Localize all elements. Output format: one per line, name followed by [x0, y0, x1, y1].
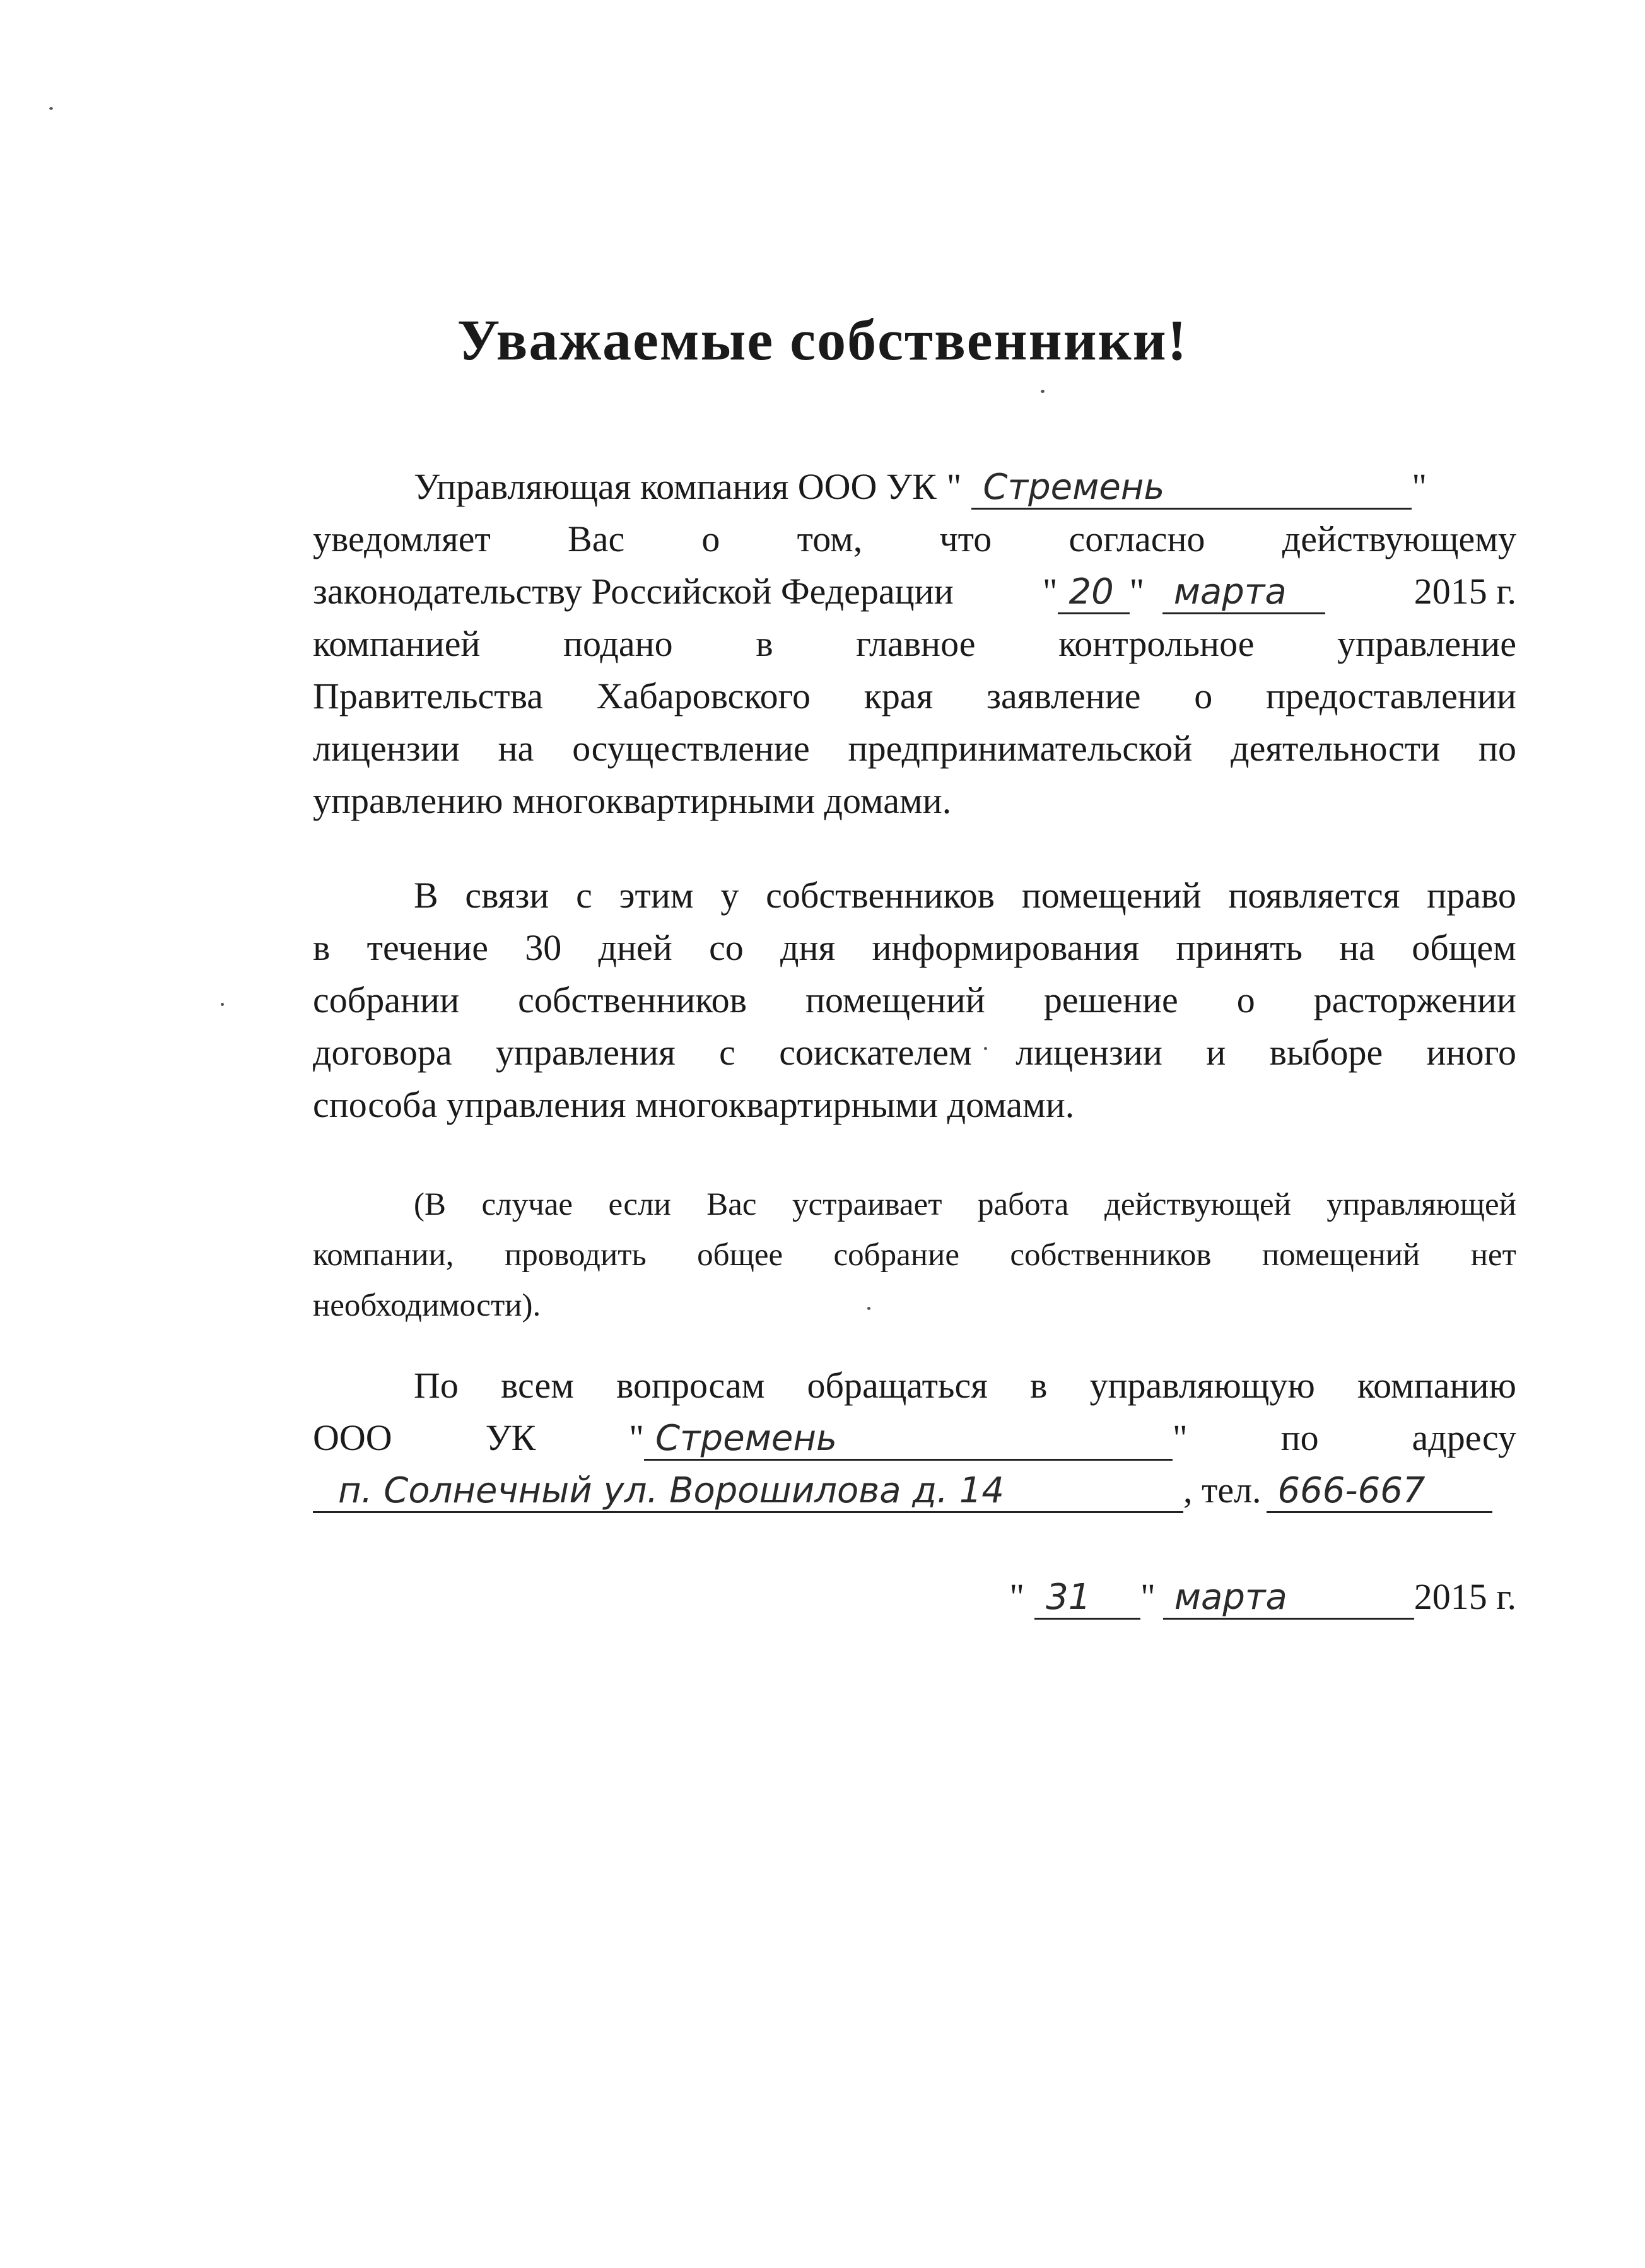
word: с: [719, 1032, 735, 1073]
paragraph-contacts: [313, 1359, 1516, 1516]
para2-line2: [313, 921, 1516, 974]
date-year: 2015 г.: [1414, 571, 1516, 612]
word: осуществление: [572, 728, 810, 769]
word: помещений: [1021, 875, 1202, 916]
word: подано: [563, 623, 673, 664]
word: дня: [780, 927, 836, 968]
word: собрании: [313, 979, 460, 1020]
word: устраивает: [792, 1187, 942, 1222]
word: главное: [856, 623, 976, 664]
date-month-handwritten: марта: [1162, 572, 1325, 614]
word: Вас: [568, 518, 625, 559]
word: уведомляет: [313, 518, 491, 559]
word: управление: [1337, 623, 1516, 664]
para2-line3: [313, 974, 1516, 1026]
para1-line3: [313, 565, 1516, 617]
quote-open: ": [946, 466, 962, 507]
para4-line1: [313, 1359, 1516, 1412]
word: у: [720, 875, 739, 916]
word: решение: [1043, 979, 1178, 1020]
word: адресу: [1412, 1417, 1516, 1458]
word: появляется: [1228, 875, 1400, 916]
word: выборе: [1269, 1032, 1383, 1073]
word: собственников: [1010, 1237, 1212, 1273]
word: управления: [495, 1032, 676, 1073]
word: том,: [797, 518, 863, 559]
scan-speck: [867, 1307, 870, 1310]
word: лицензии: [1016, 1032, 1162, 1073]
word: края: [863, 675, 934, 716]
paragraph-license-notice: [313, 460, 1516, 827]
word: общем: [1412, 927, 1516, 968]
word: договора: [313, 1032, 452, 1073]
word: предоставлении: [1266, 675, 1516, 716]
word: Хабаровского: [596, 675, 811, 716]
word: всем: [500, 1365, 574, 1406]
word: нет: [1470, 1237, 1516, 1273]
para1-line4: [313, 617, 1516, 670]
word: управляющей: [1326, 1187, 1516, 1222]
word: действующей: [1104, 1187, 1291, 1222]
word: В: [414, 875, 438, 916]
word: соискателем: [779, 1032, 972, 1073]
para1-line5: [313, 670, 1516, 722]
word: о: [701, 518, 720, 559]
word: компанией: [313, 623, 481, 664]
date-day-handwritten: 31: [1034, 1577, 1140, 1620]
word: Правительства: [313, 675, 543, 716]
word: обращаться: [807, 1365, 988, 1406]
para1-line2: [313, 513, 1516, 565]
text: законодательству Российской Федерации: [313, 571, 954, 612]
word: дней: [598, 927, 672, 968]
word: согласно: [1068, 518, 1205, 559]
quote-close: ": [1412, 466, 1427, 507]
para1-line7: [313, 775, 1516, 827]
word: общее: [697, 1237, 783, 1273]
word: компанию: [1357, 1365, 1516, 1406]
word: вопросам: [616, 1365, 765, 1406]
word: заявление: [986, 675, 1141, 716]
word: помещений: [1262, 1237, 1420, 1273]
para3-line2: [313, 1230, 1516, 1280]
date-year: 2015 г.: [1414, 1576, 1516, 1617]
word: компании,: [313, 1237, 454, 1273]
company-name-field: " Стремень ": [629, 1412, 1187, 1464]
scan-speck: [1041, 390, 1045, 393]
word: на: [498, 728, 534, 769]
text: необходимости).: [313, 1288, 541, 1323]
date-filled: " 20 " марта: [1043, 565, 1325, 617]
para3-line1: [313, 1179, 1516, 1230]
word: в: [756, 623, 773, 664]
word: течение: [366, 927, 489, 968]
word: контрольное: [1058, 623, 1255, 664]
para2-line4: [313, 1026, 1516, 1078]
text: управлению многоквартирными домами.: [313, 780, 952, 821]
word: если: [608, 1187, 671, 1222]
word: право: [1427, 875, 1516, 916]
phone-handwritten: 666-667: [1267, 1471, 1492, 1513]
word: ООО: [313, 1417, 392, 1458]
word: работа: [977, 1187, 1069, 1222]
para2-line1: [313, 869, 1516, 921]
word: на: [1339, 927, 1376, 968]
phone-label: , тел.: [1183, 1470, 1262, 1511]
word: о: [1194, 675, 1213, 716]
company-name-handwritten: Стремень: [644, 1418, 1173, 1461]
scan-speck: [984, 1047, 987, 1050]
para1-line1: [313, 460, 1516, 513]
word: проводить: [504, 1237, 647, 1273]
word: этим: [619, 875, 694, 916]
word: расторжении: [1313, 979, 1516, 1020]
scan-speck: [221, 1003, 224, 1006]
document-date: [313, 1570, 1516, 1623]
address-handwritten: п. Солнечный ул. Ворошилова д. 14: [313, 1471, 1183, 1513]
word: предпринимательской: [848, 728, 1193, 769]
word: (В: [414, 1187, 446, 1222]
word: информирования: [872, 927, 1140, 968]
word: со: [709, 927, 744, 968]
word: с: [576, 875, 592, 916]
word: собрание: [833, 1237, 959, 1273]
word: лицензии: [313, 728, 460, 769]
date-line: " 31 " марта 2015 г.: [313, 1570, 1516, 1623]
word: в: [1029, 1365, 1048, 1406]
text: Управляющая компания ООО УК: [414, 466, 937, 507]
word: По: [414, 1365, 459, 1406]
company-name-handwritten: Стремень: [971, 467, 1412, 510]
para1-line6: [313, 722, 1516, 775]
para4-line3: [313, 1464, 1516, 1516]
date-month-handwritten: марта: [1163, 1577, 1414, 1620]
word: в: [313, 927, 331, 968]
word: по: [1478, 728, 1516, 769]
word: принять: [1176, 927, 1303, 968]
word: связи: [465, 875, 549, 916]
word: 30: [525, 927, 562, 968]
word: иного: [1426, 1032, 1516, 1073]
para2-line5: [313, 1078, 1516, 1131]
word: случае: [481, 1187, 573, 1222]
word: помещений: [805, 979, 985, 1020]
text: способа управления многоквартирными домами.: [313, 1084, 1075, 1125]
word: УК: [485, 1417, 536, 1458]
word: действующему: [1282, 518, 1516, 559]
word: Вас: [706, 1187, 757, 1222]
paragraph-owners-right: [313, 869, 1516, 1131]
page-title: Уважаемые собственники!: [457, 308, 1188, 372]
word: что: [939, 518, 992, 559]
word: деятельности: [1231, 728, 1441, 769]
word: по: [1280, 1417, 1319, 1458]
word: управляющую: [1089, 1365, 1315, 1406]
word: и: [1206, 1032, 1226, 1073]
word: о: [1236, 979, 1255, 1020]
word: собственников: [766, 875, 995, 916]
scan-speck: [49, 107, 53, 110]
para3-line3: [313, 1280, 1516, 1331]
date-day-handwritten: 20: [1058, 572, 1130, 614]
para4-line2: [313, 1412, 1516, 1464]
paragraph-note: [313, 1179, 1516, 1331]
word: собственников: [518, 979, 747, 1020]
